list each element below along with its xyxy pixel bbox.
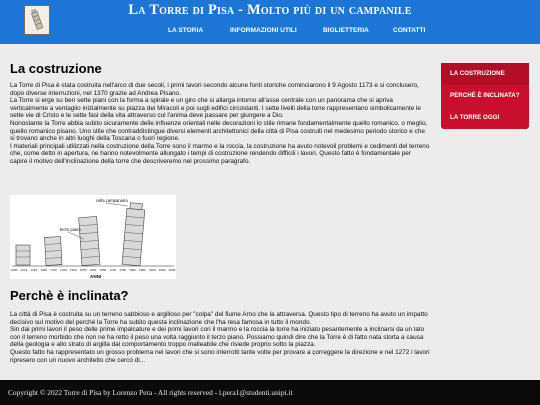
sidebar-item-perche-inclinata[interactable]: PERCHÈ È INCLINATA? (450, 92, 520, 99)
axis-tick-label: 1350 (40, 268, 47, 272)
label-cella-campanaria: cella campanaria (96, 198, 128, 203)
axis-tick-label: 1750 (119, 268, 126, 272)
paragraph: Sin dai primi lavori il peso delle prime impalcature e dei primi lavori con il marmo e la roccia la torre ha iniziato pesantemente a inclinarsi da un lato con il terreno morbido che non ne ha retto il peso una volta raggiunto il terzo piano. Possiamo quindi dire che la Torre è di fatto nata storta a causa della geologia e allo strato di argilla dal comportamento troppo malleabile che risiede proprio sotto la piazza. (10, 326, 425, 349)
tower-stage-3 (79, 216, 100, 265)
axis-tick-label: 1319 (30, 268, 38, 272)
label-terzo-piano: terzo piano (60, 227, 81, 232)
nav-contatti[interactable]: CONTATTI (393, 27, 426, 34)
site-title: La Torre di Pisa - Molto più di un campanile (128, 2, 412, 18)
axis-tick-label: 1272 (20, 268, 28, 272)
axis-ticks (11, 268, 176, 272)
axis-tick-label: 2000 (168, 268, 176, 272)
main-content (10, 52, 430, 166)
axis-label-anni: ANNI (90, 274, 102, 279)
main-nav (0, 27, 540, 39)
paragraph: I materiali principali utilizzati nella costruzione della Torre sono il marmo e la roccia, la costruzione ha avuto notevoli problemi e cedimenti del terreno che, come detto in apertura, ne hanno notevolmente allungato i tempi di costruzione rendendo difficili i lavori. Questo fatto è fondamentale per capire il motivo dell'inclinazione della torre che descriveremo nel prossimo paragrafo. (10, 142, 430, 165)
paragraph: Nonostante la Torre abbia subito sicuramente delle influenze orientali nelle decorazioni lo stile rimane fondamentalmente quello romanico, o meglio, quello romanico pisano. Uno stile che contraddistingue diversi elementi architettonici della città di Pisa costruiti nel medesimo periodo storico e che si trovano anche in altri luoghi della Toscana o fuori regione. (10, 119, 428, 143)
axis-tick-label: 1372 (50, 268, 57, 272)
nav-biglietteria[interactable]: BIGLIETTERIA (323, 27, 369, 34)
paragraph: La città di Pisa è costruita su un terreno sabbioso e argilloso per "colpa" del fiume Arno che la attraversa. Questo tipo di terreno ha avuto un impatto decisivo sul motivo del perché la Torre ha subito questa inclinazione che l'ha resa famosa in tutto il mondo. (10, 311, 428, 326)
axis-tick-label: 1800 (129, 268, 136, 272)
paragraph: La Torre si erge su ben sette piani con la forma a spirale e un giro che si allarga intorno all'asse centrale con un panorama che si apriva verticalmente a ventaglio inizialmente su piazza dei Miracoli e poi sugli edifici circostanti. I sette livelli della torre rappresentano simbolicamente le sette vie di Cristo e le sette fasi della vita attraverso cui l'anima deve passare per giungere a Dio. (10, 97, 421, 120)
paragraph: Questo fatto ha rappresentato un grosso problema nei lavori che si sono interrotti tante volte per provare a correggere la direzione e nel 1272 i lavori ripresero con un nuovo architetto che cercò di... (10, 348, 430, 364)
axis-tick-label: 1650 (99, 268, 107, 272)
section-tilt (10, 288, 430, 364)
tower-stage-2 (45, 237, 62, 266)
site-header (0, 0, 540, 44)
axis-tick-label: 1550 (79, 268, 87, 272)
site-footer (0, 380, 540, 405)
axis-tick-label: 1950 (158, 268, 166, 272)
sidebar-item-la-torre-oggi[interactable]: LA TORRE OGGI (450, 114, 500, 121)
nav-la-storia[interactable]: LA STORIA (168, 27, 204, 34)
axis-tick-label: 1700 (109, 268, 117, 272)
tower-inclination-diagram (10, 195, 176, 279)
axis-tick-label: 1200 (10, 268, 18, 272)
sidebar-item-la-costruzione[interactable]: LA COSTRUZIONE (441, 63, 529, 85)
section-title-costruzione: La costruzione (10, 61, 102, 76)
axis-tick-label: 1850 (139, 268, 146, 272)
nav-informazioni-utili[interactable]: INFORMAZIONI UTILI (230, 27, 297, 34)
axis-tick-label: 1500 (69, 268, 77, 272)
paragraph: La Torre di Pisa è stata costruita nell'arco di due secoli, i primi lavori secondo alcune fonti storiche cominciarono il 9 Agosto 1173 e si conclusero, dopo diverse interruzioni, nel 1370 grazie ad Andrea Pisano. (10, 82, 419, 97)
sidebar-menu (441, 63, 529, 129)
axis-tick-label: 1600 (89, 268, 97, 272)
axis-tick-label: 1900 (148, 268, 156, 272)
section-title-inclinata: Perchè è inclinata? (10, 288, 129, 303)
footer-copyright: Copyright © 2022 Torre di Pisa by Lorenzo Pera - All rights reserved - l.pera1@studenti.unipi.it (8, 388, 293, 397)
tower-stage-1 (16, 245, 30, 265)
axis-tick-label: 1450 (60, 268, 67, 272)
